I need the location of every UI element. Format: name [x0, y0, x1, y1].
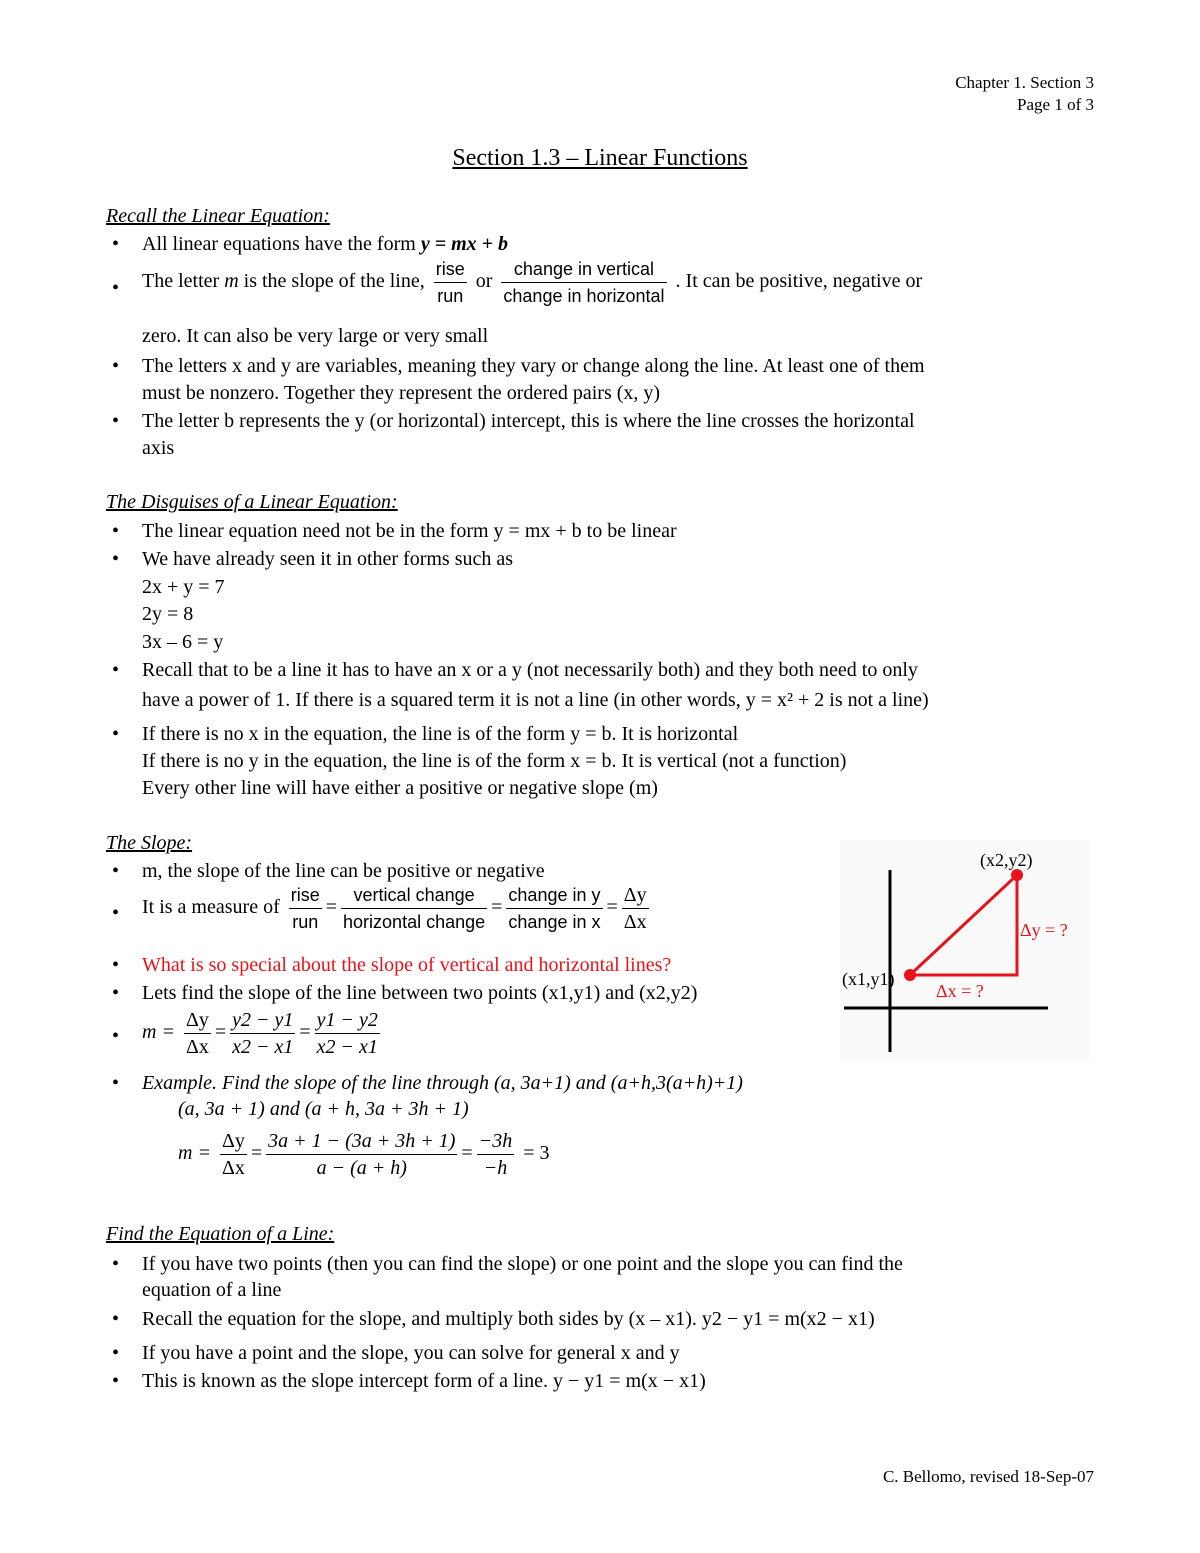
find-b3: If you have a point and the slope, you can solve for general x and y [142, 1342, 680, 1364]
fraction-change-xy [506, 882, 602, 935]
slope-b3-question: What is so special about the slope of vertical and horizontal lines? [142, 954, 672, 976]
fraction-y1y2 [315, 1007, 380, 1060]
disguises-b1: The linear equation need not be in the form y = mx + b to be linear [142, 520, 677, 542]
slope-b2 [142, 882, 653, 935]
slope-b1: m, the slope of the line can be positive or negative [142, 860, 545, 882]
fraction-y2y1 [230, 1007, 295, 1060]
section-heading-recall: Recall the Linear Equation: [106, 205, 330, 227]
equals-sign: = [461, 1142, 473, 1165]
frac-den: Δx [221, 1157, 245, 1179]
recall-or: or [475, 270, 493, 293]
fraction-example-simplified [477, 1128, 515, 1181]
bullet: • [112, 723, 120, 745]
page-title: Section 1.3 – Linear Functions [452, 145, 748, 171]
frac-num: Δy [220, 1128, 247, 1155]
equals-sign: = [250, 1142, 263, 1165]
frac-num: rise [434, 256, 467, 283]
section-heading-slope: The Slope: [106, 832, 193, 854]
frac-num: vertical change [341, 882, 487, 909]
point-1-label: (x1,y1) [842, 969, 895, 989]
point-2-label: (x2,y2) [980, 850, 1033, 870]
recall-b3-line2: must be nonzero. Together they represent the ordered pairs (x, y) [142, 382, 661, 404]
frac-num: y2 − y1 [230, 1007, 295, 1034]
bullet: • [112, 902, 120, 924]
equals-sign: = [606, 896, 618, 919]
page-header [955, 72, 1094, 116]
recall-b2-pre: The letter [142, 270, 220, 293]
fraction-delta [184, 1007, 211, 1060]
frac-num: −3h [477, 1128, 515, 1155]
recall-bullet-2 [142, 256, 922, 309]
slope-example: Example. Find the slope of the line through (a, 3a+1) and (a+h,3(a+h)+1) [142, 1072, 743, 1094]
frac-den: Δx [185, 1036, 209, 1058]
chapter-label: Chapter 1. Section 3 [955, 73, 1094, 92]
bullet: • [112, 954, 120, 976]
bullet: • [112, 659, 120, 681]
slope-triangle [910, 875, 1017, 975]
fraction-vertical-horizontal [341, 882, 487, 935]
find-b4: This is known as the slope intercept form of a line. y − y1 = m(x − x1) [142, 1370, 706, 1392]
frac-num: y1 − y2 [315, 1007, 380, 1034]
recall-b4-line2: axis [142, 437, 175, 459]
frac-den: a − (a + h) [316, 1157, 407, 1179]
slope-b4: Lets find the slope of the line between two points (x1,y1) and (x2,y2) [142, 982, 698, 1004]
frac-den: run [292, 912, 319, 932]
frac-den: x2 − x1 [232, 1036, 294, 1058]
bullet: • [112, 520, 120, 542]
frac-num: 3a + 1 − (3a + 3h + 1) [266, 1128, 457, 1155]
fraction-rise-run [289, 882, 322, 935]
bullet: • [112, 860, 120, 882]
frac-den: horizontal change [343, 912, 486, 932]
frac-den: x2 − x1 [316, 1036, 378, 1058]
bullet: • [112, 548, 120, 570]
disguises-b4-line2: If there is no y in the equation, the line is of the form x = b. It is vertical (not a function) [142, 750, 847, 772]
bullet: • [112, 277, 120, 299]
recall-b2-var: m [224, 270, 239, 293]
frac-num: change in y [506, 882, 602, 909]
slope-formula [142, 1007, 384, 1060]
delta-y-label: Δy = ? [1020, 920, 1068, 940]
section-heading-disguises: The Disguises of a Linear Equation: [106, 491, 398, 513]
bullet: • [112, 982, 120, 1004]
m-equals: m = [142, 1021, 175, 1044]
section-heading-find: Find the Equation of a Line: [106, 1223, 335, 1245]
fraction-example [266, 1128, 457, 1181]
frac-num: Δy [184, 1007, 211, 1034]
example-formula [178, 1128, 549, 1181]
frac-num: rise [289, 882, 322, 909]
bullet: • [112, 1342, 120, 1364]
m-equals: m = [178, 1142, 211, 1165]
recall-b2-mid: is the slope of the line, [243, 270, 425, 293]
disguises-b4-line3: Every other line will have either a positive or negative slope (m) [142, 777, 658, 799]
disguises-eq3: 3x – 6 = y [142, 631, 224, 653]
point-1-dot [904, 969, 916, 981]
example-result: = 3 [523, 1142, 550, 1165]
frac-den: change in horizontal [503, 286, 665, 306]
find-b1-line1: If you have two points (then you can find the slope) or one point and the slope you can find the [142, 1253, 903, 1275]
recall-b2-cont: zero. It can also be very large or very small [142, 325, 489, 347]
fraction-rise-run [434, 256, 467, 309]
recall-b4-line1: The letter b represents the y (or horizontal) intercept, this is where the line crosses the horizontal [142, 410, 915, 432]
bullet: • [112, 1072, 120, 1094]
fraction-delta [220, 1128, 247, 1181]
delta-x-label: Δx = ? [936, 981, 984, 1001]
frac-den: run [437, 286, 464, 306]
bullet: • [112, 1253, 120, 1275]
page-footer: C. Bellomo, revised 18-Sep-07 [882, 1467, 1094, 1486]
frac-num: Δy [622, 882, 649, 909]
bullet: • [112, 1025, 120, 1047]
disguises-eq1: 2x + y = 7 [142, 576, 225, 598]
recall-b3-line1: The letters x and y are variables, meaning they vary or change along the line. At least one of them [142, 355, 925, 377]
slope-b2-pre: It is a measure of [142, 896, 280, 919]
fraction-delta [622, 882, 649, 935]
bullet: • [112, 355, 120, 377]
bullet: • [112, 233, 120, 255]
disguises-eq2: 2y = 8 [142, 603, 194, 625]
equals-sign: = [491, 896, 503, 919]
disguises-b2: We have already seen it in other forms such as [142, 548, 514, 570]
bullet: • [112, 410, 120, 432]
recall-b2-post: . It can be positive, negative or [675, 270, 923, 293]
recall-bullet-1 [142, 230, 508, 258]
slope-diagram-svg [840, 840, 1090, 1060]
equals-sign: = [325, 896, 338, 919]
disguises-b3-line2: have a power of 1. If there is a squared term it is not a line (in other words, y = x² + 2 is not a line) [142, 689, 929, 711]
frac-num: change in vertical [501, 256, 666, 283]
fraction-change [501, 256, 666, 309]
recall-b1-formula: y = mx + b [420, 233, 509, 255]
point-2-dot [1011, 869, 1023, 881]
disguises-b4-line1: If there is no x in the equation, the line is of the form y = b. It is horizontal [142, 723, 739, 745]
bullet: • [112, 1370, 120, 1392]
page-number: Page 1 of 3 [1017, 95, 1094, 114]
find-b2: Recall the equation for the slope, and multiply both sides by (x – x1). y2 − y1 = m(x2 − x1) [142, 1308, 875, 1330]
recall-b1-text: All linear equations have the form [142, 233, 416, 255]
find-b1-line2: equation of a line [142, 1279, 282, 1301]
disguises-b3-line1: Recall that to be a line it has to have an x or a y (not necessarily both) and they both need to only [142, 659, 918, 681]
example-points: (a, 3a + 1) and (a + h, 3a + 3h + 1) [178, 1098, 469, 1120]
equals-sign: = [299, 1021, 311, 1044]
equals-sign: = [214, 1021, 227, 1044]
frac-den: Δx [623, 911, 647, 933]
frac-den: −h [483, 1157, 508, 1179]
bullet: • [112, 1308, 120, 1330]
slope-diagram [840, 840, 1090, 1060]
frac-den: change in x [508, 912, 601, 932]
